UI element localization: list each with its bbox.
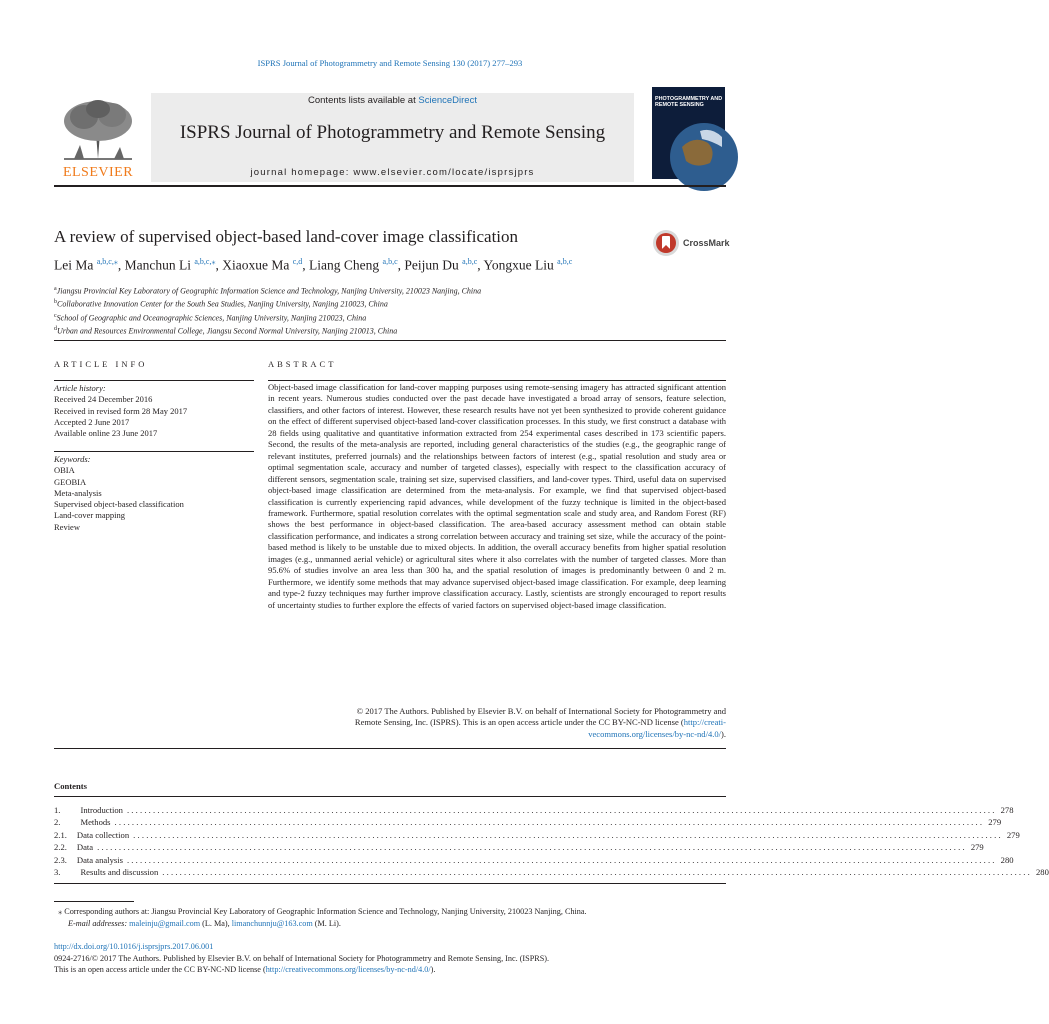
- article-info-heading: ARTICLE INFO: [54, 359, 148, 369]
- corresponding-author-footnote: [54, 906, 734, 929]
- contents-entry[interactable]: [54, 829, 1020, 842]
- contents-leader-dots: ........................................................................................................................................................................................................: [97, 842, 967, 853]
- copyright-line: [268, 729, 726, 740]
- history-label: Article history:: [54, 383, 106, 393]
- sciencedirect-link[interactable]: ScienceDirect: [418, 95, 477, 106]
- footnote-marker: ⁎: [58, 907, 63, 916]
- copyright-line: [268, 717, 726, 728]
- affiliation-key: c: [54, 312, 57, 319]
- contents-entry[interactable]: [54, 805, 1014, 817]
- license-link[interactable]: http://creati-: [683, 717, 726, 728]
- contents-entry[interactable]: [54, 817, 1002, 829]
- affiliation-item: [54, 324, 481, 337]
- contents-entry-number: 2.: [54, 817, 61, 828]
- keywords-label: Keywords:: [54, 454, 91, 464]
- author-affiliation-marker[interactable]: c,d: [292, 257, 303, 266]
- author-affiliation-marker[interactable]: a,b,c: [382, 257, 398, 266]
- email-label: E-mail addresses:: [68, 918, 128, 928]
- paper-title: A review of supervised object-based land-cover image classification: [54, 227, 519, 246]
- contents-available-line: [151, 95, 634, 106]
- abstract-rule: [268, 380, 726, 381]
- contents-heading: Contents: [54, 781, 87, 791]
- affiliation-text: School of Geographic and Oceanographic Sciences, Nanjing University, Nanjing 210023, China: [56, 313, 367, 323]
- homepage-prefix: journal homepage:: [250, 167, 354, 178]
- author-name[interactable]: Peijun Du: [404, 257, 459, 273]
- history-item: Received 24 December 2016: [54, 394, 153, 405]
- author-name[interactable]: Manchun Li: [124, 257, 191, 273]
- keyword-item: Meta-analysis: [54, 487, 102, 498]
- contents-entry-number: 2.3.: [54, 854, 67, 865]
- history-item: Accepted 2 June 2017: [54, 416, 130, 427]
- affiliation-key: b: [54, 299, 57, 306]
- contents-entry-number: 2.1.: [54, 829, 67, 840]
- contents-leader-dots: ........................................................................................................................................................................................................: [162, 866, 1032, 877]
- affiliation-text: Urban and Resources Environmental College, Jiangsu Second Normal University, Nanjing 210013, China: [57, 327, 398, 337]
- copyright-text: Remote Sensing, Inc. (ISPRS). This is an open access article under the CC BY-NC-ND license (: [354, 717, 684, 728]
- oa-license-link[interactable]: http://creativecommons.org/licenses/by-nc-nd/4.0/: [265, 965, 431, 974]
- oa-text: ).: [430, 965, 436, 974]
- contents-leader-dots: ........................................................................................................................................................................................................: [126, 805, 997, 815]
- crossmark-label[interactable]: CrossMark: [683, 238, 730, 248]
- journal-citation[interactable]: ISPRS Journal of Photogrammetry and Remote Sensing 130 (2017) 277–293: [257, 58, 523, 68]
- open-access-line: [54, 964, 734, 976]
- contents-entry-page: 280: [1035, 866, 1049, 877]
- doi-and-license: [54, 941, 734, 976]
- affiliation-list: [54, 284, 481, 338]
- journal-title: ISPRS Journal of Photogrammetry and Remote Sensing: [179, 122, 606, 143]
- license-link[interactable]: vecommons.org/licenses/by-nc-nd/4.0/: [588, 728, 722, 739]
- keyword-item: Review: [54, 521, 80, 532]
- email-line: [54, 918, 734, 930]
- contents-leader-dots: ........................................................................................................................................................................................................: [126, 854, 997, 865]
- email-owner: (M. Li).: [314, 918, 341, 928]
- contents-entry-title[interactable]: Methods: [80, 817, 111, 828]
- affiliation-key: d: [54, 326, 57, 333]
- contents-entry-page: 279: [988, 817, 1002, 828]
- contents-entry-number: 3.: [54, 866, 61, 877]
- author-name[interactable]: Lei Ma: [54, 257, 94, 273]
- contents-entry-title[interactable]: Data: [76, 842, 94, 853]
- abstract-heading: ABSTRACT: [268, 359, 337, 369]
- keyword-item: Land-cover mapping: [54, 510, 126, 521]
- journal-homepage-line: [151, 167, 634, 178]
- abstract-bottom-rule: [54, 748, 726, 749]
- author-name[interactable]: Xiaoxue Ma: [222, 257, 290, 273]
- author-affiliation-marker[interactable]: a,b,c,⁎: [194, 257, 216, 266]
- author-affiliation-marker[interactable]: a,b,c: [462, 257, 478, 266]
- footnote-rule: [54, 901, 134, 902]
- author-name[interactable]: Yongxue Liu: [483, 257, 554, 273]
- email-link[interactable]: maleinju@gmail.com: [129, 918, 201, 928]
- affiliation-item: [54, 284, 481, 297]
- contents-leader-dots: ........................................................................................................................................................................................................: [114, 817, 985, 828]
- contents-entry-title[interactable]: Data collection: [76, 829, 130, 840]
- contents-entry-number: 2.2.: [54, 842, 67, 853]
- contents-entry-number: 1.: [54, 805, 61, 815]
- contents-entry[interactable]: [54, 842, 984, 854]
- affiliation-text: Jiangsu Provincial Key Laboratory of Geographic Information Science and Technology, Nanjing University, 210023 Nanjing, China: [56, 286, 482, 296]
- doi-link[interactable]: http://dx.doi.org/10.1016/j.isprsjprs.2017.06.001: [54, 942, 214, 951]
- footnote-line: [54, 906, 734, 918]
- history-item: Available online 23 June 2017: [54, 428, 158, 439]
- author-list: Lei Ma $^{a,b,c,⁎}$, Manchun Li $^{a,b,c,⁎}$, Xiaoxue Ma $^{c,d}$, Liang Cheng $^{a,b,c}$, Peijun Du $^{a,b,c}$, Yongxue Liu $^{a,b,c}$: [54, 257, 573, 273]
- contents-entry-title[interactable]: Results and discussion: [80, 866, 159, 877]
- masthead-rule: [54, 185, 726, 187]
- contents-entry-page: 279: [1006, 829, 1020, 840]
- keyword-item: GEOBIA: [54, 476, 87, 487]
- contents-rule: [54, 796, 726, 797]
- keyword-item: OBIA: [54, 465, 75, 476]
- contents-prefix: Contents lists available at: [308, 95, 419, 106]
- affiliation-text: Collaborative Innovation Center for the South Sea Studies, Nanjing University, Nanjing 210023, China: [57, 300, 388, 310]
- keyword-item: Supervised object-based classification: [54, 499, 184, 510]
- email-owner: (L. Ma),: [202, 918, 230, 928]
- contents-entry[interactable]: [54, 866, 1049, 879]
- article-info-rule: [54, 380, 254, 381]
- cover-title: PHOTOGRAMMETRY AND REMOTE SENSING: [655, 96, 723, 108]
- title-rule: [54, 340, 726, 341]
- affiliation-item: [54, 311, 481, 324]
- contents-rule: [54, 883, 726, 884]
- keywords: [54, 454, 254, 533]
- contents-entry-title[interactable]: Data analysis: [76, 854, 123, 865]
- keywords-rule: [54, 451, 254, 452]
- history-item: Received in revised form 28 May 2017: [54, 405, 188, 416]
- homepage-url-link[interactable]: www.elsevier.com/locate/isprsjprs: [353, 167, 535, 178]
- oa-text: This is an open access article under the CC BY-NC-ND license (: [54, 965, 266, 974]
- journal-cover-image[interactable]: [652, 87, 725, 179]
- contents-entry-page: 278: [1000, 805, 1014, 815]
- article-history: [54, 383, 254, 439]
- abstract-copyright: [268, 706, 726, 740]
- affiliation-item: [54, 297, 481, 310]
- crossmark-icon[interactable]: [652, 229, 680, 257]
- abstract-body: Object-based image classification for land-cover mapping purposes using remote-sensing imagery has attracted significant attention in recent years. Numerous studies conducted over the past decade have investigated a broad array of sensors, feature selection, classifiers, and other factors of interest. However, these research results have not yet been synthesized to provide coherent guidance on the effect of different supervised object-based land-cover classification processes. In this study, we first construct a database with 28 fields using qualitative and quantitative information extracted from 254 experimental cases described in 173 scientific papers. Second, the results of the meta-analysis are reported, including general characteristics of the studies (e.g., the geographic range of relevant institutes, preferred journals) and the relationships between factors of interest (e.g., spatial resolution and study area or optimal segmentation scale, accuracy and number of targeted classes), especially with respect to the classification accuracy of different sensors, segmentation scale, training set size, supervised classifiers, and land-cover types. Third, useful data on supervised object-based image classification are determined from the meta-analysis. For example, we find that supervised object-based classification is currently experiencing rapid advances, while development of the fuzzy technique is limited in the object-based framework. Furthermore, spatial resolution correlates with the optimal segmentation scale and study area, and Random Forest (RF) shows the best performance in object-based classification. The area-based accuracy assessment method can obtain stable classification performance, and indicates a strong correlation between accuracy and training set size, while the accuracy of the point-based method is likely to be unstable due to mixed objects. In addition, the overall accuracy benefits from higher spatial resolution images (e.g., unmanned aerial vehicle) or agricultural sites where it also correlates with the number of targeted classes. More than 95.6% of studies involve an area less than 300 ha, and the spatial resolution of images is predominantly between 0 and 2 m. Furthermore, we identify some methods that may advance supervised object-based image classification. For example, deep learning and type-2 fuzzy techniques may further improve classification accuracy. Lastly, scientists are strongly encouraged to report results of uncertainty studies to further explore the effects of varied factors on supervised object-based image classification.: [268, 382, 726, 610]
- contents-entry-page: 279: [970, 842, 984, 853]
- contents-entry[interactable]: [54, 854, 1014, 867]
- issn-line: 0924-2716/© 2017 The Authors. Published by Elsevier B.V. on behalf of International Society for Photogrammetry and Remote Sensing, Inc. (ISPRS).: [54, 953, 550, 963]
- contents-entry-page: 280: [1000, 854, 1014, 865]
- copyright-line: © 2017 The Authors. Published by Elsevier B.V. on behalf of International Society for Photogrammetry and: [356, 706, 726, 716]
- publisher-wordmark: ELSEVIER: [62, 165, 134, 180]
- footnote-text: Corresponding authors at: Jiangsu Provincial Key Laboratory of Geographic Information Science and Technology, Nanjing University, 210023 Nanjing, China.: [64, 907, 587, 916]
- contents-list: [54, 805, 1049, 879]
- affiliation-key: a: [54, 286, 57, 292]
- contents-entry-title[interactable]: Introduction: [80, 805, 123, 815]
- author-affiliation-marker[interactable]: a,b,c,⁎: [96, 257, 118, 266]
- email-link[interactable]: limanchunnju@163.com: [231, 918, 313, 928]
- author-name[interactable]: Liang Cheng: [309, 257, 380, 273]
- contents-leader-dots: ........................................................................................................................................................................................................: [133, 829, 1003, 840]
- copyright-text: ).: [721, 728, 726, 739]
- author-affiliation-marker[interactable]: a,b,c: [557, 257, 573, 266]
